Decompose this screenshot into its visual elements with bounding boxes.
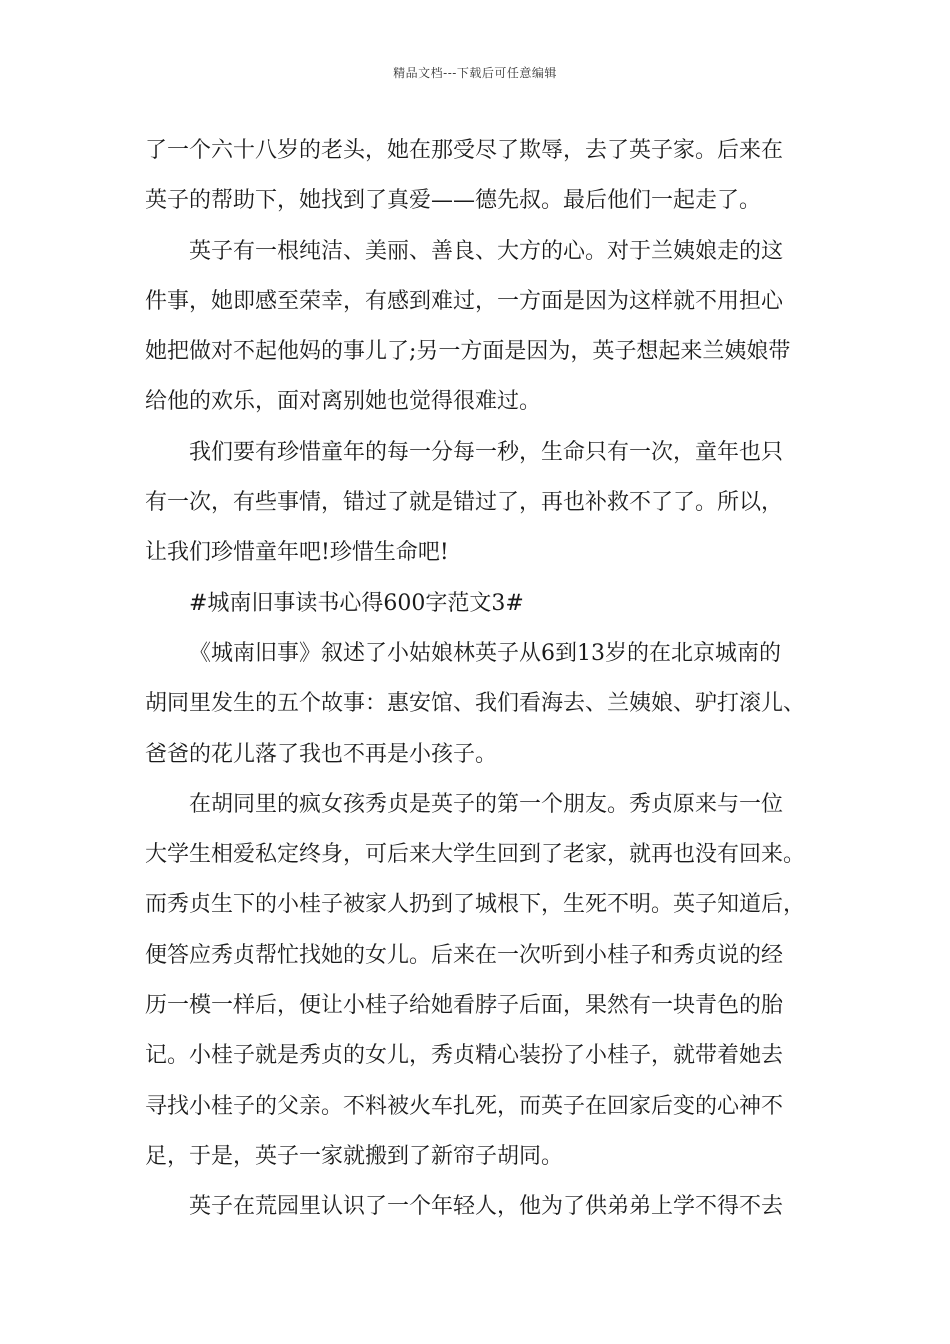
text-line: 英子的帮助下，她找到了真爱——德先叔。最后他们一起走了。 <box>145 188 762 214</box>
text-line: 大学生相爱私定终身，可后来大学生回到了老家，就再也没有回来。 <box>145 842 806 868</box>
text-line: 了一个六十八岁的老头，她在那受尽了欺辱，去了英子家。后来在 <box>145 138 784 163</box>
text-line: 寻找小桂子的父亲。不料被火车扎死，而英子在回家后变的心神不 <box>145 1093 784 1119</box>
text-line: 爸爸的花儿落了我也不再是小孩子。 <box>145 741 498 767</box>
text-line: 而秀贞生下的小桂子被家人扔到了城根下，生死不明。英子知道后， <box>145 892 806 918</box>
text-line: 有一次，有些事情，错过了就是错过了，再也补救不了了。所以， <box>145 490 784 516</box>
text-line: 给他的欢乐，面对离别她也觉得很难过。 <box>145 389 542 415</box>
text-line: 让我们珍惜童年吧!珍惜生命吧! <box>145 540 449 566</box>
text-line: 记。小桂子就是秀贞的女儿，秀贞精心装扮了小桂子，就带着她去 <box>145 1043 784 1069</box>
paragraph-start-line: 我们要有珍惜童年的每一分每一秒，生命只有一次，童年也只 <box>189 439 784 465</box>
text-line: 历一模一样后，便让小桂子给她看脖子后面，果然有一块青色的胎 <box>145 993 784 1019</box>
paragraph-start-line: 《城南旧事》叙述了小姑娘林英子从6到13岁的在北京城南的 <box>189 640 781 666</box>
section-heading: #城南旧事读书心得600字范文3# <box>189 590 524 616</box>
text-line: 件事，她即感至荣幸，有感到难过，一方面是因为这样就不用担心 <box>145 288 784 314</box>
page-header: 精品文档---下载后可任意编辑 <box>393 66 557 80</box>
paragraph-start-line: 英子在荒园里认识了一个年轻人，他为了供弟弟上学不得不去 <box>189 1194 784 1220</box>
paragraph-start-line: 在胡同里的疯女孩秀贞是英子的第一个朋友。秀贞原来与一位 <box>189 791 784 817</box>
text-line: 便答应秀贞帮忙找她的女儿。后来在一次听到小桂子和秀贞说的经 <box>145 942 784 968</box>
text-line: 胡同里发生的五个故事：惠安馆、我们看海去、兰姨娘、驴打滚儿、 <box>145 691 806 717</box>
text-line: 她把做对不起他妈的事儿了;另一方面是因为，英子想起来兰姨娘带 <box>145 339 791 365</box>
text-line: 足，于是，英子一家就搬到了新帘子胡同。 <box>145 1143 564 1169</box>
document-body <box>145 126 825 1233</box>
paragraph-start-line: 英子有一根纯洁、美丽、善良、大方的心。对于兰姨娘走的这 <box>189 238 784 264</box>
